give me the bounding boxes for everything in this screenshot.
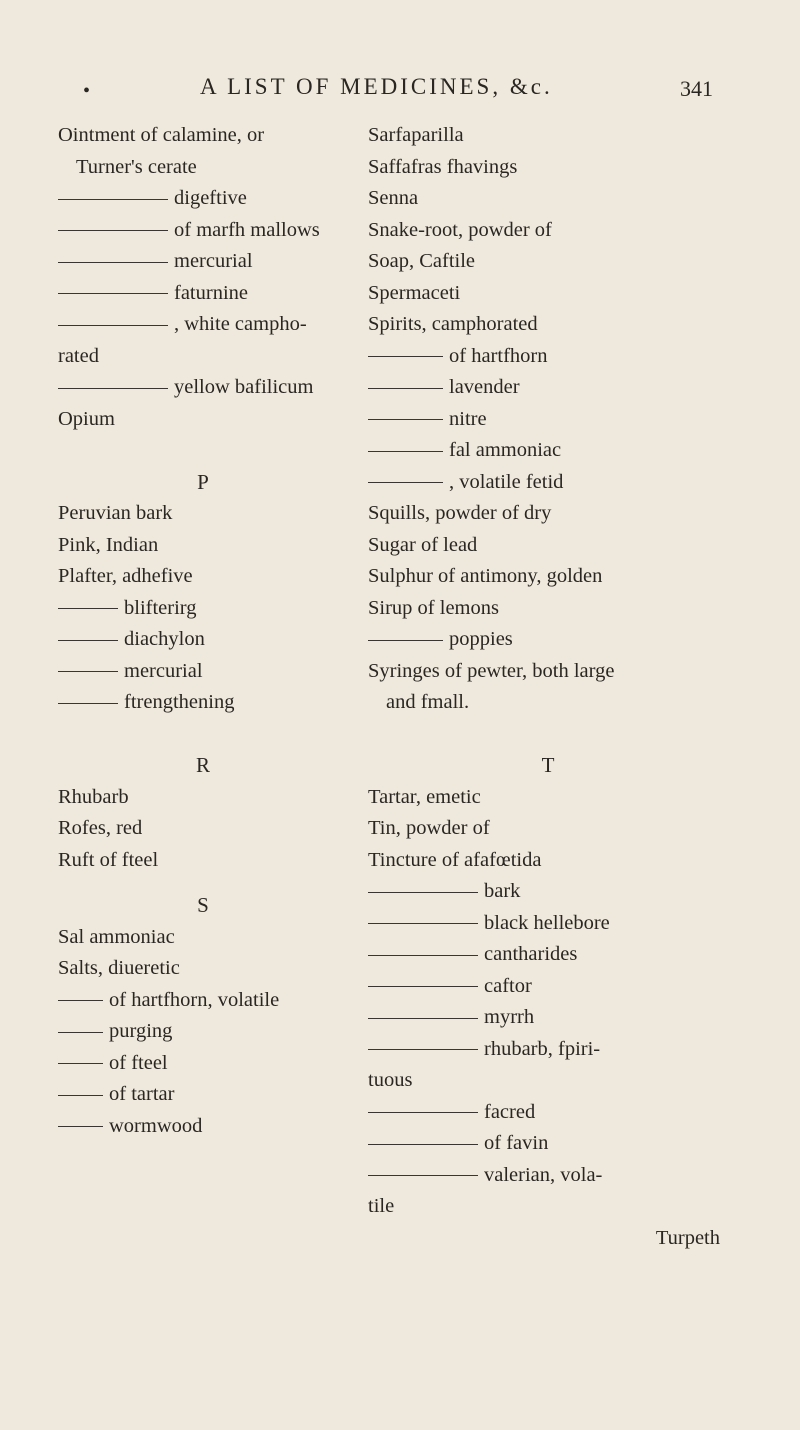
entry-text: myrrh [484,1006,535,1028]
section-letter: R [195,753,210,777]
entry-text: of tartar [109,1083,175,1105]
medicine-entry [58,922,348,954]
medicine-entry [368,1065,728,1097]
entry-text: wormwood [109,1114,203,1137]
entry-text: faturnine [174,281,248,304]
medicine-entry [58,1048,348,1080]
entry-text: Snake-root, powder of [368,218,552,241]
medicine-entry [368,404,728,436]
entry-text: Spermaceti [368,281,461,304]
medicine-entry [58,687,348,719]
medicine-entry [58,985,348,1017]
entry-text: Sugar of lead [368,533,478,556]
medicine-entry [58,624,348,656]
ditto-dash [368,892,478,893]
medicine-entry [368,782,728,814]
medicine-entry [368,876,728,908]
entry-text: of favin [484,1132,549,1154]
medicine-entry [368,278,728,310]
entry-text: Rhubarb [58,785,129,808]
medicine-entry [368,1128,728,1160]
medicine-entry [368,152,728,184]
entry-text: valerian, vola- [484,1163,603,1186]
entry-text: facred [484,1100,536,1123]
medicine-entry [58,561,348,593]
medicine-entry [368,1160,728,1192]
entry-text: Tincture of afafœtida [368,848,542,871]
ditto-dash [58,199,168,200]
entry-text: rated [58,344,99,367]
entry-text: tuous [368,1069,413,1091]
ditto-dash [368,1175,478,1176]
entry-text: cantharides [484,943,578,965]
entry-text: Spirits, camphorated [368,313,538,335]
medicine-entry [58,953,348,985]
entry-text: Opium [58,407,115,430]
ditto-dash [58,262,168,263]
medicine-entry [58,593,348,625]
entry-text: bark [484,880,521,902]
ditto-dash [58,388,168,389]
medicine-entry [368,624,728,656]
medicine-entry [368,372,728,404]
entry-text: Peruvian bark [58,502,173,524]
entry-text: Soap, Caftile [368,250,476,272]
medicine-entry [58,530,348,562]
entry-text: Pink, Indian [58,533,159,556]
entry-text: Sulphur of antimony, golden [368,565,603,587]
ditto-dash [368,482,443,483]
ditto-dash [368,451,443,452]
medicine-entry [368,1097,728,1129]
spacer [368,719,728,751]
medicine-entry [58,341,348,373]
medicine-entry [368,309,728,341]
medicine-entry [368,813,728,845]
section-letter: P [197,469,209,494]
entry-text: digeftive [174,187,247,209]
entry-text: Syringes of pewter, both large [368,659,615,682]
ditto-dash [368,955,478,956]
ditto-dash [368,1112,478,1113]
medicine-entry [58,813,348,845]
ditto-dash [58,608,118,609]
medicine-entry [368,498,728,530]
medicine-entry [368,656,728,688]
ditto-dash [58,230,168,231]
medicine-entry [368,971,728,1003]
medicine-entry [58,246,348,278]
entry-text: Tartar, emetic [368,785,481,808]
entry-text: Sirup of lemons [368,596,499,619]
ditto-dash [368,923,478,924]
entry-text: lavender [449,376,520,398]
catchword [368,1223,728,1255]
medicine-entry [368,467,728,499]
medicine-entry [368,1002,728,1034]
section-letter: S [197,893,209,917]
ditto-dash [58,703,118,704]
entry-text: Saffafras fhavings [368,155,518,178]
header-title: A LIST OF MEDICINES, &c. [200,74,553,99]
ditto-dash [58,671,118,672]
medicine-entry [58,782,348,814]
medicine-entry [58,1079,348,1111]
entry-text: yellow bafilicum [174,376,314,398]
medicine-entry [368,845,728,877]
entry-text: of hartfhorn, volatile [109,988,280,1011]
spacer [58,876,348,890]
left-column [58,120,348,1142]
ditto-dash [58,1126,103,1127]
ditto-dash [58,1063,103,1064]
ditto-dash [368,986,478,987]
ditto-dash [58,325,168,326]
header-bullet: • [83,80,91,102]
medicine-entry [58,183,348,215]
entry-text: tile [368,1195,395,1217]
medicine-entry [368,120,728,152]
entry-text: Rofes, red [58,817,143,839]
medicine-entry [368,435,728,467]
medicine-entry [368,939,728,971]
page-number: 341 [680,76,713,101]
entry-text: ftrengthening [124,691,235,713]
medicine-entry [58,656,348,688]
right-column [368,120,728,1254]
ditto-dash [368,1049,478,1050]
medicine-entry [368,183,728,215]
entry-text: , volatile fetid [449,470,564,493]
entry-text: caftor [484,974,532,997]
ditto-dash [58,1032,103,1033]
entry-text: Senna [368,187,419,209]
entry-text: blifterirg [124,596,197,619]
entry-text: of fteel [109,1051,168,1074]
section-letter: T [541,753,555,777]
ditto-dash [368,1018,478,1019]
ditto-dash [368,356,443,357]
ditto-dash [368,1144,478,1145]
medicine-entry [58,498,348,530]
medicine-entry [368,593,728,625]
entry-text: nitre [449,407,487,430]
entry-text: Ruft of fteel [58,848,159,871]
medicine-entry [368,1191,728,1223]
medicine-entry [368,908,728,940]
entry-text: diachylon [124,628,205,650]
entry-text: of marfh mallows [174,218,320,241]
entry-text: rhubarb, fpiri- [484,1037,601,1060]
entry-text: , white campho- [174,313,307,335]
medicine-entry [368,687,728,719]
entry-text: of hartfhorn [449,344,548,367]
entry-text: Ointment of calamine, or [58,124,265,146]
spacer [58,435,348,467]
spacer [58,719,348,751]
entry-text: purging [109,1020,173,1042]
medicine-entry [58,372,348,404]
medicine-entry [368,1034,728,1066]
ditto-dash [368,640,443,641]
medicine-entry [58,215,348,247]
ditto-dash [58,640,118,641]
medicine-entry [368,530,728,562]
medicine-entry [368,341,728,373]
medicine-entry [58,152,348,184]
medicine-entry [58,845,348,877]
medicine-entry [58,278,348,310]
medicine-entry [58,1016,348,1048]
entry-text: Sarfaparilla [368,124,464,146]
entry-text: Sal ammoniac [58,925,175,948]
ditto-dash [58,1000,103,1001]
medicine-entry [58,404,348,436]
entry-text: mercurial [124,659,203,682]
entry-text: Tin, powder of [368,817,490,839]
entry-text: and fmall. [386,691,470,713]
entry-text: Squills, powder of dry [368,502,552,524]
ditto-dash [368,419,443,420]
entry-text: black hellebore [484,911,610,934]
entry-text: Salts, diueretic [58,957,180,979]
entry-text: poppies [449,628,513,650]
entry-text: Plafter, adhefive [58,565,193,587]
running-header [0,74,800,114]
entry-text: Turpeth [655,1226,720,1249]
medicine-entry [368,246,728,278]
entry-text: mercurial [174,250,253,272]
medicine-entry [58,1111,348,1143]
ditto-dash [58,293,168,294]
ditto-dash [368,388,443,389]
ditto-dash [58,1095,103,1096]
medicine-entry [58,309,348,341]
medicine-entry [368,215,728,247]
entry-text: fal ammoniac [449,439,562,461]
medicine-entry [58,120,348,152]
medicine-entry [368,561,728,593]
entry-text: Turner's cerate [76,155,197,178]
